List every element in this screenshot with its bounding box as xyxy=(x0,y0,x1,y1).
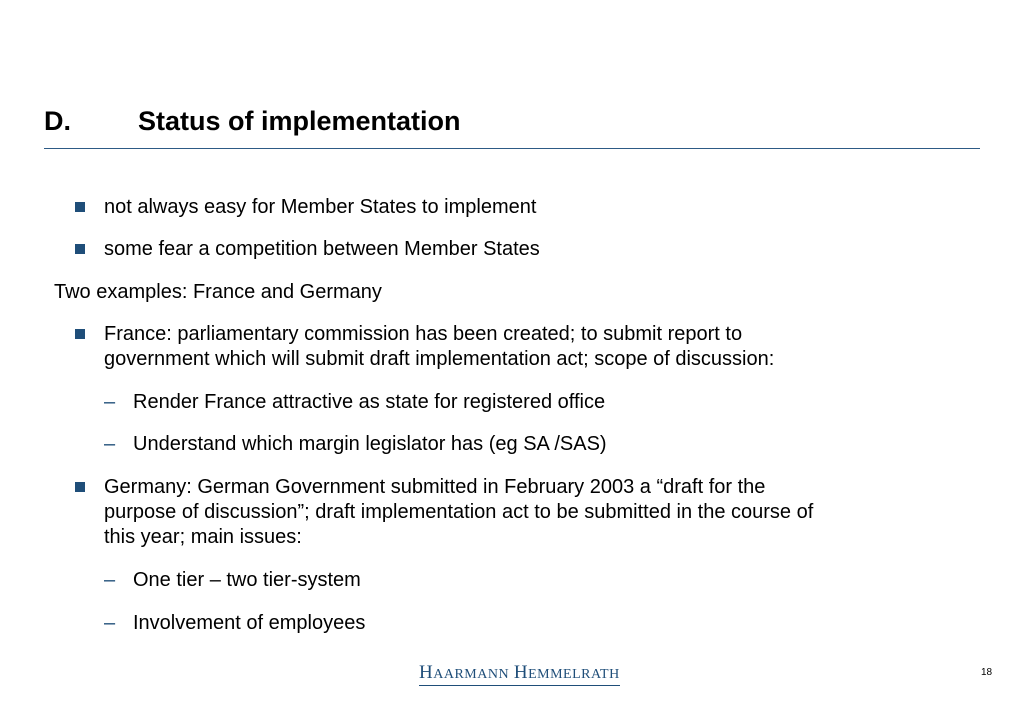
bullet-item-line: this year; main issues: xyxy=(104,526,302,548)
bullet-item-line: Germany: German Government submitted in February 2003 a “draft for the xyxy=(104,476,766,498)
page-number: 18 xyxy=(981,667,993,678)
square-bullet-icon xyxy=(75,244,85,254)
subheading-text: Two examples: France and Germany xyxy=(54,281,382,303)
dash-bullet-icon: – xyxy=(104,612,116,634)
dash-item: One tier – two tier-system xyxy=(133,569,361,591)
bullet-item: not always easy for Member States to implement xyxy=(104,196,537,218)
dash-item: Understand which margin legislator has (eg SA /SAS) xyxy=(133,433,607,455)
bullet-item-line: France: parliamentary commission has been created; to submit report to xyxy=(104,323,743,345)
bullet-item: some fear a competition between Member States xyxy=(104,238,540,260)
bullet-item-line: purpose of discussion”; draft implementation act to be submitted in the course of xyxy=(104,501,814,523)
section-letter: D. xyxy=(44,106,71,136)
dash-bullet-icon: – xyxy=(104,433,116,455)
dash-bullet-icon: – xyxy=(104,569,116,591)
square-bullet-icon xyxy=(75,329,85,339)
dash-bullet-icon: – xyxy=(104,391,116,413)
dash-item: Render France attractive as state for registered office xyxy=(133,391,606,413)
dash-item: Involvement of employees xyxy=(133,612,366,634)
bullet-item-line: government which will submit draft implementation act; scope of discussion: xyxy=(104,348,775,370)
company-logo: HAARMANN HEMMELRATH xyxy=(419,662,620,686)
square-bullet-icon xyxy=(75,482,85,492)
section-heading: Status of implementation xyxy=(138,106,461,136)
square-bullet-icon xyxy=(75,202,85,212)
